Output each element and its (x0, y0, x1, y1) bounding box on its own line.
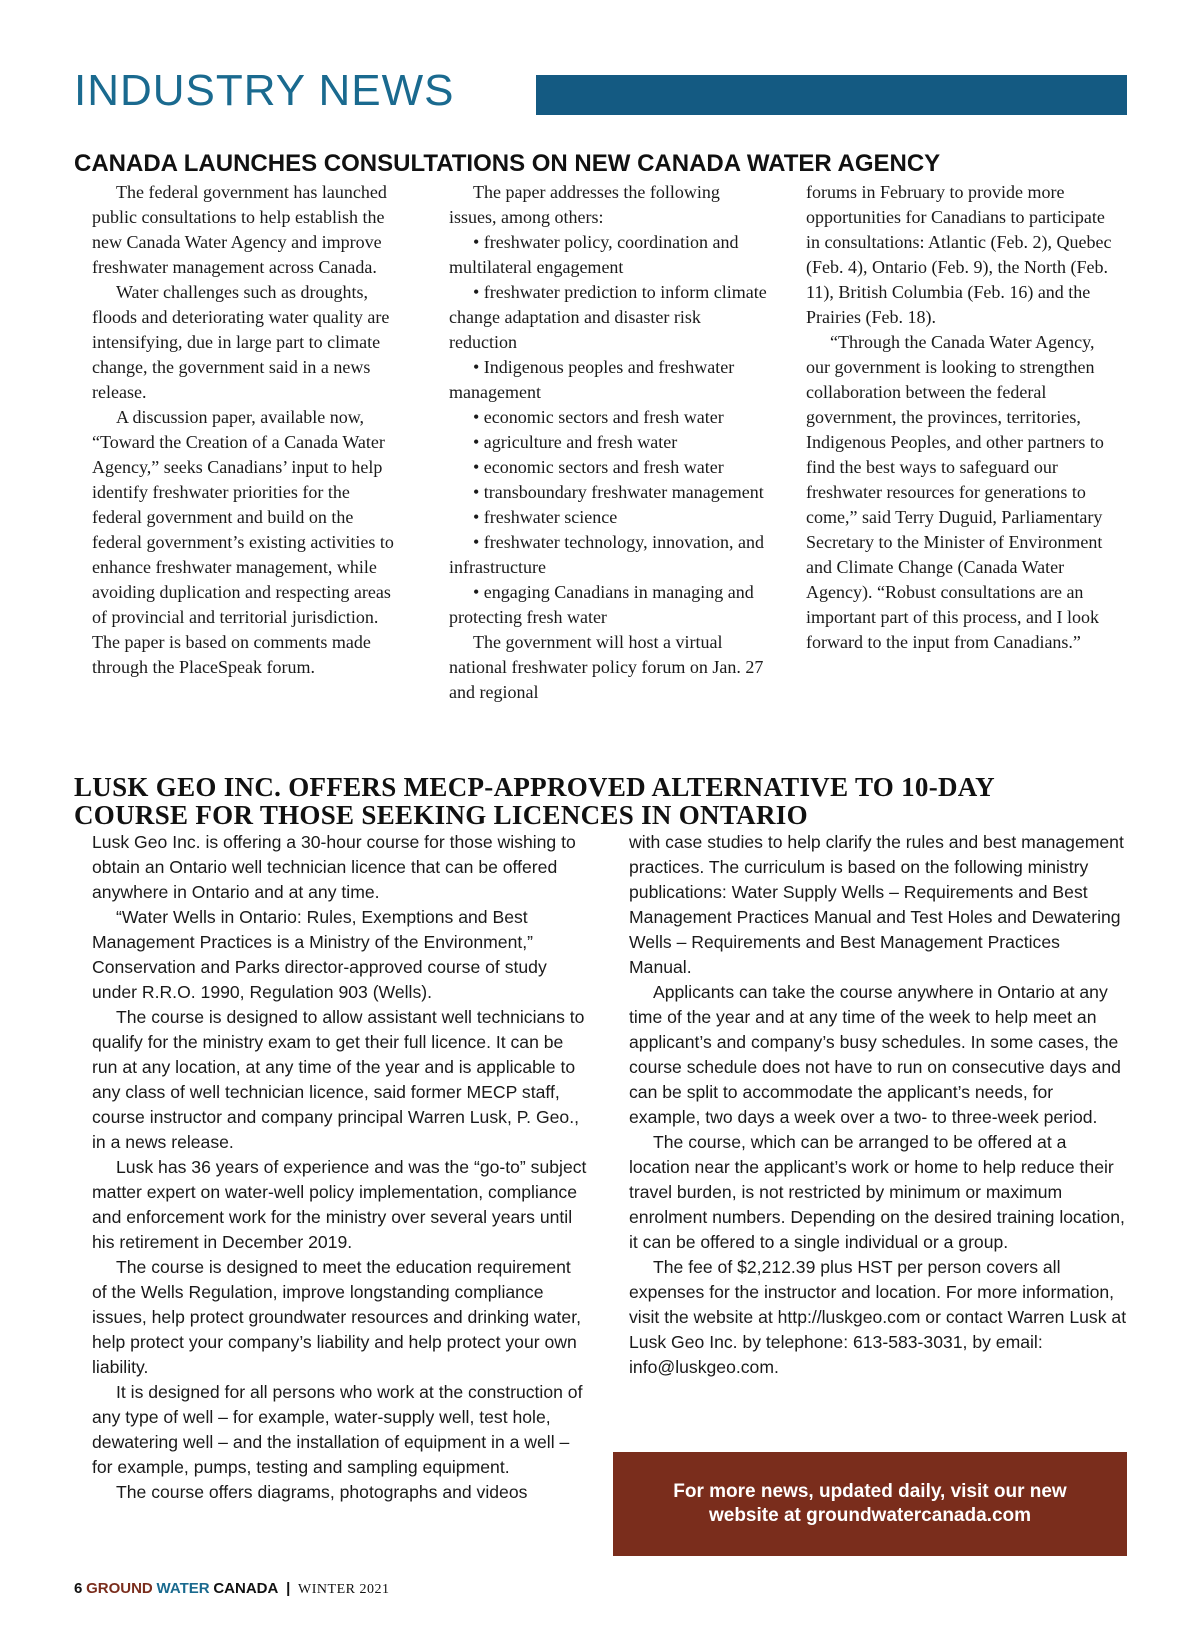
article1-paragraph: “Through the Canada Water Agency, our government is looking to strengthen collaboration between the federal government, the provinces, territories, Indigenous Peoples, and other partners to find the best ways to safeguard our freshwater resources for generations to come,” said Terry Duguid, Parliamentary Secretary to the Minister of Environment and Climate Change (Canada Water Agency). “Robust consultations are an important part of this process, and I look forward to the input from Canadians.” (806, 332, 1104, 652)
article1-paragraph: The federal government has launched public consultations to help establish the new Canada Water Agency and improve freshwater management across Canada. (92, 182, 387, 277)
article2-headline (74, 773, 1154, 829)
article2-paragraph: with case studies to help clarify the rules and best management practices. The curriculum is based on the following ministry publications: Water Supply Wells – Requirements and Best Management Practices Manual and Test Holes and Dewatering Wells – Requirements and Best Management Practices Manual. (629, 832, 1124, 977)
article1-paragraph: forums in February to provide more opportunities for Canadians to participate in consultations: Atlantic (Feb. 2), Quebec (Feb. 4), Ontario (Feb. 9), the North (Feb. 11), British Columbia (Feb. 16) and the Prairies (Feb. 18). (806, 182, 1112, 327)
bullet-item: • economic sectors and fresh water (473, 457, 724, 477)
article1-paragraph: Water challenges such as droughts, floods and deteriorating water quality are intensifying, due in large part to climate change, the government said in a news release. (92, 282, 390, 402)
bullet-item: • transboundary freshwater management (473, 482, 764, 502)
bullet-item: • agriculture and fresh water (473, 432, 678, 452)
article1-paragraph: The government will host a virtual national freshwater policy forum on Jan. 27 and regional (449, 632, 764, 702)
bullet-item: • economic sectors and fresh water (473, 407, 724, 427)
article2-paragraph: The course is designed to meet the education requirement of the Wells Regulation, improve longstanding compliance issues, help protect groundwater resources and drinking water, help protect your company’s liability and help protect your own liability. (92, 1257, 581, 1377)
article2-paragraph: Applicants can take the course anywhere in Ontario at any time of the year and at any time of the week to help meet an applicant’s and company’s busy schedules. In some cases, the course schedule does not have to run on consecutive days and can be split to accommodate the applicant’s needs, for example, two days a week over a two- to three-week period. (629, 982, 1121, 1127)
article1-paragraph: The paper addresses the following issues, among others: (449, 182, 720, 227)
article2-headline-line-2: COURSE FOR THOSE SEEKING LICENCES IN ONTARIO (74, 800, 808, 830)
article2-headline-line-1: LUSK GEO INC. OFFERS MECP-APPROVED ALTERNATIVE TO 10-DAY (74, 772, 995, 802)
bullet-item: • freshwater policy, coordination and multilateral engagement (449, 232, 739, 277)
footer-separator: | (286, 1580, 291, 1597)
article2-paragraph: “Water Wells in Ontario: Rules, Exemptions and Best Management Practices is a Ministry of the Environment,” Conservation and Parks director-approved course of study under R.R.O. 1990, Regulation 903 (Wells). (92, 907, 547, 1002)
bullet-item: • freshwater science (473, 507, 618, 527)
article1-column-1 (92, 180, 404, 680)
article2-paragraph: Lusk Geo Inc. is offering a 30-hour course for those wishing to obtain an Ontario well technician licence that can be offered anywhere in Ontario and at any time. (92, 832, 576, 902)
article1-paragraph: A discussion paper, available now, “Toward the Creation of a Canada Water Agency,” seeks Canadians’ input to help identify freshwater priorities for the federal government and build on the federal government’s existing activities to enhance freshwater management, while avoiding duplication and respecting areas of provincial and territorial jurisdiction. The paper is based on comments made through the PlaceSpeak forum. (92, 407, 394, 677)
bullet-item: • Indigenous peoples and freshwater management (449, 357, 735, 402)
article2-column-2 (629, 830, 1127, 1380)
article1-column-2 (449, 180, 769, 705)
article2-paragraph: It is designed for all persons who work at the construction of any type of well – for example, water-supply well, test hole, dewatering well – and the installation of equipment in a well – for example, pumps, testing and sampling equipment. (92, 1382, 583, 1477)
article2-paragraph: The fee of $2,212.39 plus HST per person covers all expenses for the instructor and location. For more information, visit the website at http://luskgeo.com or contact Warren Lusk at Lusk Geo Inc. by telephone: 613-583-3031, by email: info@luskgeo.com. (629, 1257, 1127, 1377)
section-title: INDUSTRY NEWS (74, 66, 455, 115)
bullet-item: • engaging Canadians in managing and protecting fresh water (449, 582, 754, 627)
brand-ground: GROUND (86, 1580, 153, 1597)
article1-headline: CANADA LAUNCHES CONSULTATIONS ON NEW CANADA WATER AGENCY (74, 150, 941, 177)
article2-paragraph: The course is designed to allow assistant well technicians to qualify for the ministry exam to get their full licence. It can be run at any location, at any time of the year and is applicable to any class of well technician licence, said former MECP staff, course instructor and company principal Warren Lusk, P. Geo., in a news release. (92, 1007, 585, 1152)
page-number: 6 (74, 1580, 83, 1597)
section-header-bar (536, 75, 1127, 115)
bullet-item: • freshwater technology, innovation, and infrastructure (449, 532, 765, 577)
article2-column-1 (92, 830, 590, 1505)
issue-label: WINTER 2021 (298, 1582, 390, 1597)
article2-paragraph: The course offers diagrams, photographs and videos (116, 1482, 528, 1502)
promo-box[interactable] (613, 1452, 1127, 1556)
promo-text: For more news, updated daily, visit our new website at groundwatercanada.com (673, 1481, 1067, 1526)
page-footer (74, 1580, 389, 1599)
brand-canada: CANADA (213, 1580, 279, 1597)
article1-column-3 (806, 180, 1122, 655)
article2-paragraph: The course, which can be arranged to be offered at a location near the applicant’s work or home to help reduce their travel burden, is not restricted by minimum or maximum enrolment numbers. Depending on the desired training location, it can be offered to a single individual or a group. (629, 1132, 1125, 1252)
article2-paragraph: Lusk has 36 years of experience and was the “go-to” subject matter expert on water-well policy implementation, compliance and enforcement work for the ministry over several years until his retirement in December 2019. (92, 1157, 587, 1252)
brand-water: WATER (156, 1580, 210, 1597)
bullet-item: • freshwater prediction to inform climate change adaptation and disaster risk reduction (449, 282, 767, 352)
